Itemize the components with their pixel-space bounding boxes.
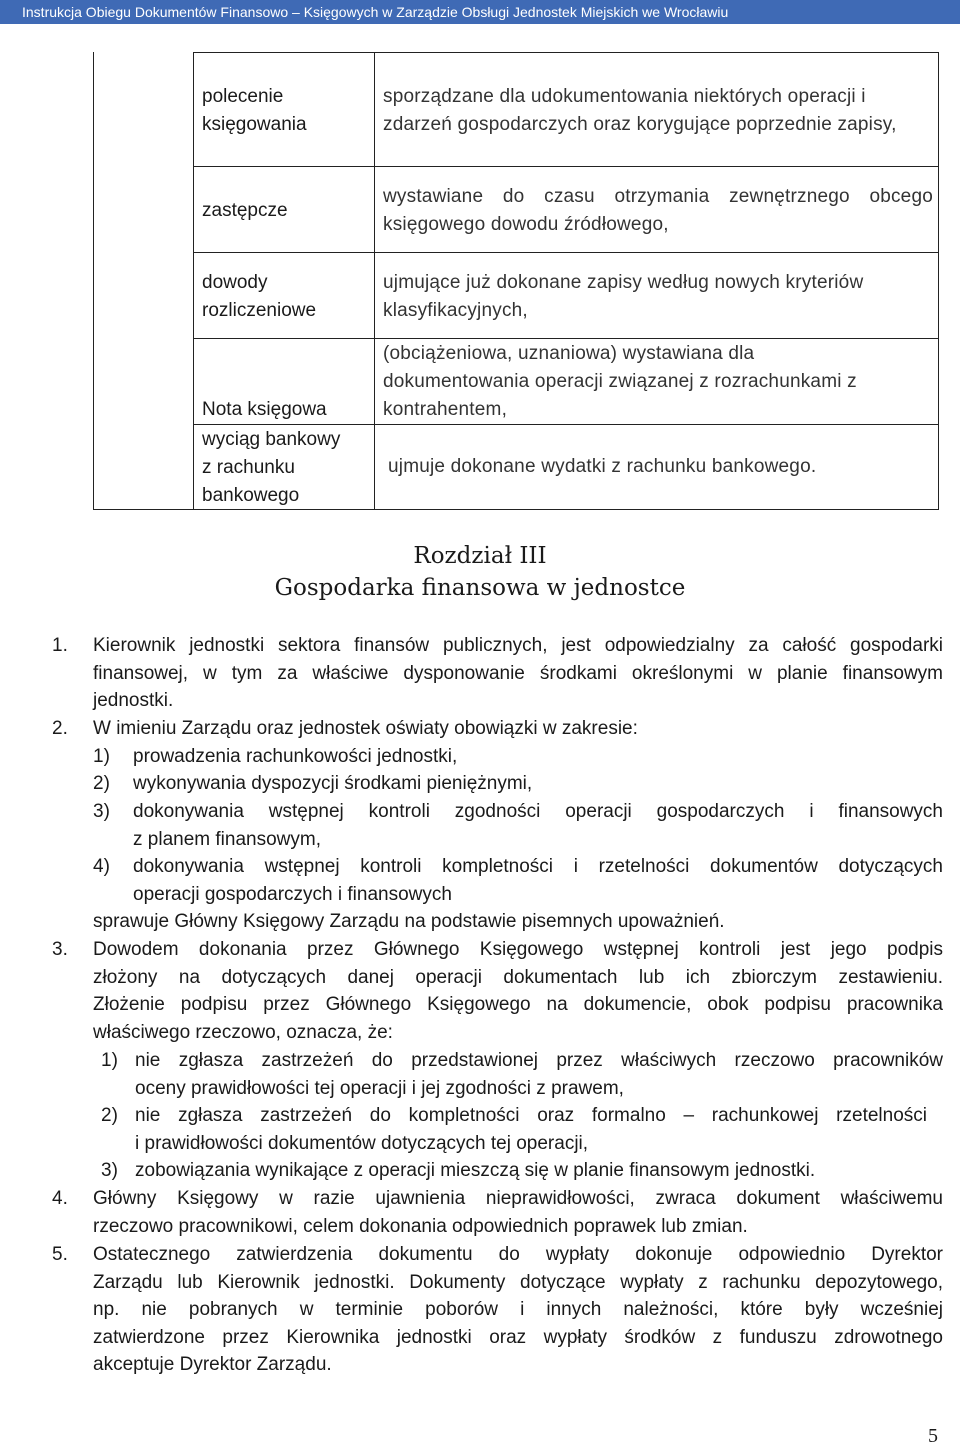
table-row-line	[193, 424, 939, 425]
term-line: Nota księgowa	[202, 399, 327, 420]
text-line: dokonywania wstępnej kontroli zgodności operacji gospodarczych i finansowych	[133, 801, 943, 822]
list-item: wykonywania dyspozycji środkami pieniężnymi,	[133, 773, 533, 794]
text-line: Główny Księgowy w razie ujawnienia nieprawidłowości, zwraca dokument właściwemu	[93, 1188, 943, 1209]
text-line: nie zgłasza zastrzeżeń do przedstawionej przez właściwych rzeczowo pracowników	[135, 1050, 943, 1071]
table-description	[383, 83, 933, 139]
text-line: Złożenie podpisu przez Głównego Księgowego na dokumencie, obok podpisu pracownika	[93, 994, 943, 1016]
list-item	[135, 1102, 927, 1157]
table-description	[388, 453, 933, 481]
text-line: finansowej, w tym za właściwe dysponowanie środkami określonymi w planie finansowym	[93, 662, 943, 684]
table-divider	[374, 52, 375, 510]
table-row-line	[193, 252, 939, 253]
page-number: 5	[928, 1425, 938, 1447]
text-line: Kierownik jednostki sektora finansów publicznych, jest odpowiedzialny za całość gospodarki	[93, 635, 943, 656]
section-2-intro: W imieniu Zarządu oraz jednostek oświaty obowiązki w zakresie:	[93, 718, 638, 739]
table-description	[383, 269, 933, 325]
list-item	[133, 798, 943, 853]
table-row-line	[193, 52, 939, 53]
text-line: złożony na dotyczących danej operacji dokumentach lub ich zbiorczym zestawieniu.	[93, 966, 943, 988]
list-number: 2)	[93, 773, 110, 794]
description-line: kontrahentem,	[383, 399, 508, 420]
list-item	[133, 853, 943, 908]
text-line: rzeczowo pracownikowi, celem dokonania odpowiednich poprawek lub zmian.	[93, 1215, 748, 1237]
table-term	[202, 269, 316, 325]
list-number: 4)	[93, 856, 110, 877]
table-description	[383, 340, 933, 424]
text-line: akceptuje Dyrektor Zarządu.	[93, 1354, 332, 1376]
section-number: 3.	[52, 939, 68, 960]
table-divider	[193, 52, 194, 510]
table-term	[202, 83, 307, 139]
term-line: księgowania	[202, 114, 307, 135]
section-3-text	[93, 936, 943, 1046]
table-term	[202, 396, 327, 424]
list-number: 3)	[101, 1160, 118, 1181]
table-description	[383, 183, 933, 239]
section-number: 5.	[52, 1244, 68, 1265]
term-line: zastępcze	[202, 200, 288, 221]
text-line: oceny prawidłowości tej operacji i jej zgodności z prawem,	[135, 1077, 624, 1099]
section-number: 1.	[52, 635, 68, 656]
text-line: dokonywania wstępnej kontroli kompletności i rzetelności dokumentów dotyczących	[133, 856, 943, 877]
text-line: zatwierdzone przez Kierownika jednostki oraz wypłaty środków z funduszu zdrowotnego	[93, 1326, 943, 1348]
list-number: 3)	[93, 801, 110, 822]
description-line: (obciążeniowa, uznaniowa) wystawiana dla	[383, 343, 755, 364]
description-line: ujmujące już dokonane zapisy według nowych kryteriów	[383, 272, 864, 293]
section-4-text	[93, 1185, 943, 1240]
description-line: klasyfikacyjnych,	[383, 300, 528, 321]
text-line: i prawidłowości dokumentów dotyczących tej operacji,	[135, 1132, 589, 1154]
text-line: nie zgłasza zastrzeżeń do kompletności oraz formalno – rachunkowej rzetelności	[135, 1105, 927, 1126]
text-line: operacji gospodarczych i finansowych	[133, 883, 452, 905]
description-line: ujmuje dokonane wydatki z rachunku bankowego.	[388, 456, 817, 477]
description-line: wystawiane do czasu otrzymania zewnętrznego obcego	[383, 186, 933, 207]
section-2-outro: sprawuje Główny Księgowy Zarządu na podstawie pisemnych upoważnień.	[93, 911, 725, 932]
section-1-text	[93, 632, 943, 715]
text-line: Zarządu lub Kierownik jednostki. Dokumenty dotyczące wypłaty z rachunku depozytowego,	[93, 1271, 943, 1293]
section-number: 2.	[52, 718, 68, 739]
text-line: właściwego rzeczowo, oznacza, że:	[93, 1021, 393, 1043]
list-item	[135, 1047, 943, 1102]
list-number: 2)	[101, 1105, 118, 1126]
description-line: sporządzane dla udokumentowania niektórych operacji i	[383, 86, 866, 107]
chapter-number: Rozdział III	[413, 543, 547, 569]
text-line: jednostki.	[93, 690, 174, 712]
text-line: np. nie pobranych w terminie poborów i innych należności, które były wcześniej	[93, 1299, 943, 1321]
document-header	[0, 0, 960, 24]
term-line: z rachunku	[202, 457, 295, 478]
description-line: dokumentowania operacji związanej z rozrachunkami z	[383, 371, 857, 392]
term-line: bankowego	[202, 485, 300, 506]
table-term	[202, 197, 288, 225]
table-term	[202, 426, 340, 510]
term-line: rozliczeniowe	[202, 300, 317, 321]
text-line: z planem finansowym,	[133, 828, 321, 850]
section-number: 4.	[52, 1188, 68, 1209]
table-row-line	[193, 338, 939, 339]
term-line: polecenie	[202, 86, 284, 107]
description-line: księgowego dowodu źródłowego,	[383, 214, 669, 235]
description-line: zdarzeń gospodarczych oraz korygujące poprzednie zapisy,	[383, 114, 897, 135]
table-row-line	[193, 166, 939, 167]
term-line: wyciąg bankowy	[202, 429, 341, 450]
list-item: prowadzenia rachunkowości jednostki,	[133, 746, 458, 767]
list-number: 1)	[93, 746, 110, 767]
term-line: dowody	[202, 272, 268, 293]
chapter-title: Gospodarka finansowa w jednostce	[274, 575, 686, 601]
document-title: Instrukcja Obiegu Dokumentów Finansowo – Księgowych w Zarządzie Obsługi Jednostek Miejskich we Wrocławiu	[22, 4, 729, 20]
text-line: Dowodem dokonania przez Głównego Księgowego wstępnej kontroli jest jego podpis	[93, 939, 943, 960]
list-number: 1)	[101, 1050, 118, 1071]
list-item: zobowiązania wynikające z operacji mieszczą się w planie finansowym jednostki.	[135, 1160, 816, 1181]
text-line: Ostatecznego zatwierdzenia dokumentu do wypłaty dokonuje odpowiednio Dyrektor	[93, 1244, 943, 1265]
section-5-text	[93, 1241, 943, 1379]
